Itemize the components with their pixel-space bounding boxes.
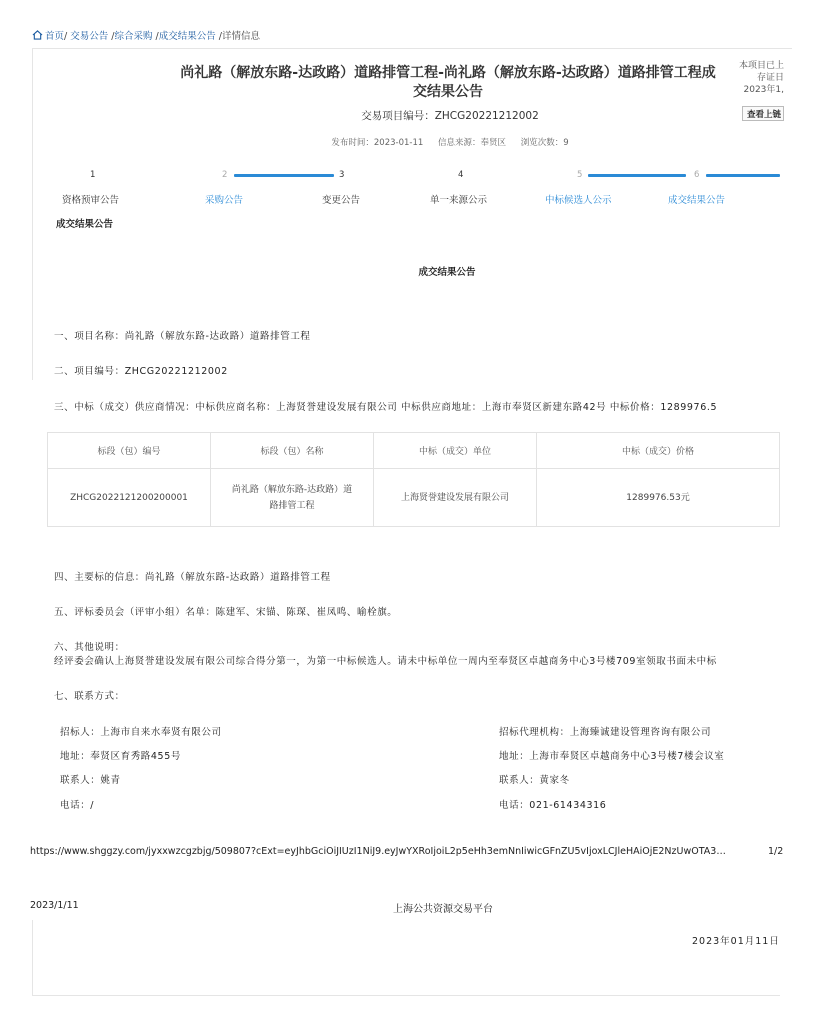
tenderer-address: 地址：奉贤区育秀路455号 [60, 751, 181, 762]
main-subject-paragraph: 四、主要标的信息：尚礼路（解放东路-达政路）道路排管工程 [54, 572, 331, 583]
agency-phone: 电话：021-61434316 [499, 800, 607, 811]
breadcrumb-item-trade-notice[interactable]: 交易公告 [70, 31, 109, 42]
tenderer-phone: 电话：/ [60, 800, 95, 811]
page-title: 尚礼路（解放东路-达政路）道路排管工程-尚礼路（解放东路-达政路）道路排管工程成交结果公告 [180, 65, 716, 100]
print-date: 2023/1/11 [30, 900, 79, 911]
contact-heading: 七、联系方式： [54, 691, 125, 702]
table-header: 中标（成交）价格 [537, 433, 780, 469]
project-code-paragraph: 二、项目编号：ZHCG20221212002 [54, 366, 228, 377]
announcement-heading: 成交结果公告 [418, 267, 476, 278]
table-cell-name: 尚礼路（解放东路-达政路）道 路排管工程 [211, 469, 374, 527]
table-row [48, 469, 780, 527]
step-5-label[interactable]: 中标候选人公示 [545, 195, 612, 206]
table-cell-company: 上海贤誉建设发展有限公司 [374, 469, 537, 527]
home-icon [32, 30, 43, 40]
table-cell-price: 1289976.53元 [537, 469, 780, 527]
section-heading: 成交结果公告 [56, 219, 114, 230]
view-count: 浏览次数：9 [520, 138, 569, 148]
other-notes-body: 经评委会确认上海贤誉建设发展有限公司综合得分第一，为第一中标候选人。请未中标单位一周内至奉贤区卓越商务中心3号楼709室领取书面未中标 [54, 656, 717, 667]
agency-name: 招标代理机构：上海臻诚建设管理咨询有限公司 [499, 727, 712, 738]
agency-address: 地址：上海市奉贤区卓越商务中心3号楼7楼会议室 [499, 751, 725, 762]
table-header-row [48, 433, 780, 469]
print-url: https://www.shggzy.com/jyxxwzcgzbjg/509807?cExt=eyJhbGciOiJIUzI1NiJ9.eyJwYXRoIjoiL2p5eHh3emNnIiwicGFnZU5vIjoxLCJleHAiOjE2NzUwOTA3… [30, 846, 726, 857]
step-4-number: 4 [458, 170, 464, 180]
step-2-number: 2 [222, 170, 228, 180]
breadcrumb-current: 详情信息 [222, 31, 261, 42]
table-header: 标段（包）编号 [48, 433, 211, 469]
content-frame-top [32, 48, 792, 49]
content-frame-left [32, 48, 33, 380]
step-1-number: 1 [90, 170, 96, 180]
content-frame-left-lower [32, 920, 33, 996]
breadcrumb-item-result[interactable]: 成交结果公告 [158, 31, 216, 42]
view-chain-button[interactable]: 查看上链 [742, 106, 784, 121]
table-header: 中标（成交）单位 [374, 433, 537, 469]
announcement-date: 2023年01月11日 [692, 936, 780, 947]
step-2-progress-line [234, 174, 334, 177]
table-cell-code: ZHCG2022121200200001 [48, 469, 211, 527]
project-number: 交易项目编号：ZHCG20221212002 [361, 110, 539, 122]
blockchain-notice: 本项目已上 存证日 2023年1, [738, 61, 784, 95]
step-3-number: 3 [339, 170, 345, 180]
step-6-label[interactable]: 成交结果公告 [668, 195, 726, 206]
step-1-label[interactable]: 资格预审公告 [62, 195, 120, 206]
committee-paragraph: 五、评标委员会（评审小组）名单：陈建军、宋锚、陈琛、崔凤鸣、喻栓旗。 [54, 607, 398, 618]
content-frame-bottom [32, 995, 780, 996]
breadcrumb: 首页/ 交易公告 /综合采购 /成交结果公告 /详情信息 [32, 28, 260, 42]
breadcrumb-item-procurement[interactable]: 综合采购 [114, 31, 153, 42]
step-3-label[interactable]: 变更公告 [322, 195, 361, 206]
step-4-label[interactable]: 单一来源公示 [430, 195, 488, 206]
agency-contact: 联系人：黄家冬 [499, 775, 570, 786]
print-page-number: 1/2 [768, 846, 784, 857]
tenderer-name: 招标人：上海市自来水奉贤有限公司 [60, 727, 222, 738]
meta-info [250, 136, 650, 148]
step-5-progress-line [588, 174, 686, 177]
step-6-number: 6 [694, 170, 700, 180]
result-table [47, 432, 780, 527]
publish-time: 发布时间：2023-01-11 [331, 138, 424, 148]
other-notes-title: 六、其他说明： [54, 642, 125, 653]
info-source: 信息来源：奉贤区 [437, 138, 506, 148]
step-5-number: 5 [577, 170, 583, 180]
step-6-progress-line [706, 174, 780, 177]
breadcrumb-home[interactable]: 首页 [45, 31, 65, 42]
step-2-label[interactable]: 采购公告 [205, 195, 244, 206]
project-name-paragraph: 一、项目名称：尚礼路（解放东路-达政路）道路排管工程 [54, 331, 311, 342]
tenderer-contact: 联系人：姚青 [60, 775, 121, 786]
print-site-name: 上海公共资源交易平台 [393, 904, 493, 915]
table-header: 标段（包）名称 [211, 433, 374, 469]
supplier-paragraph: 三、中标（成交）供应商情况：中标供应商名称：上海贤誉建设发展有限公司 中标供应商地址：上海市奉贤区新建东路42号 中标价格：1289976.5 [54, 402, 718, 413]
